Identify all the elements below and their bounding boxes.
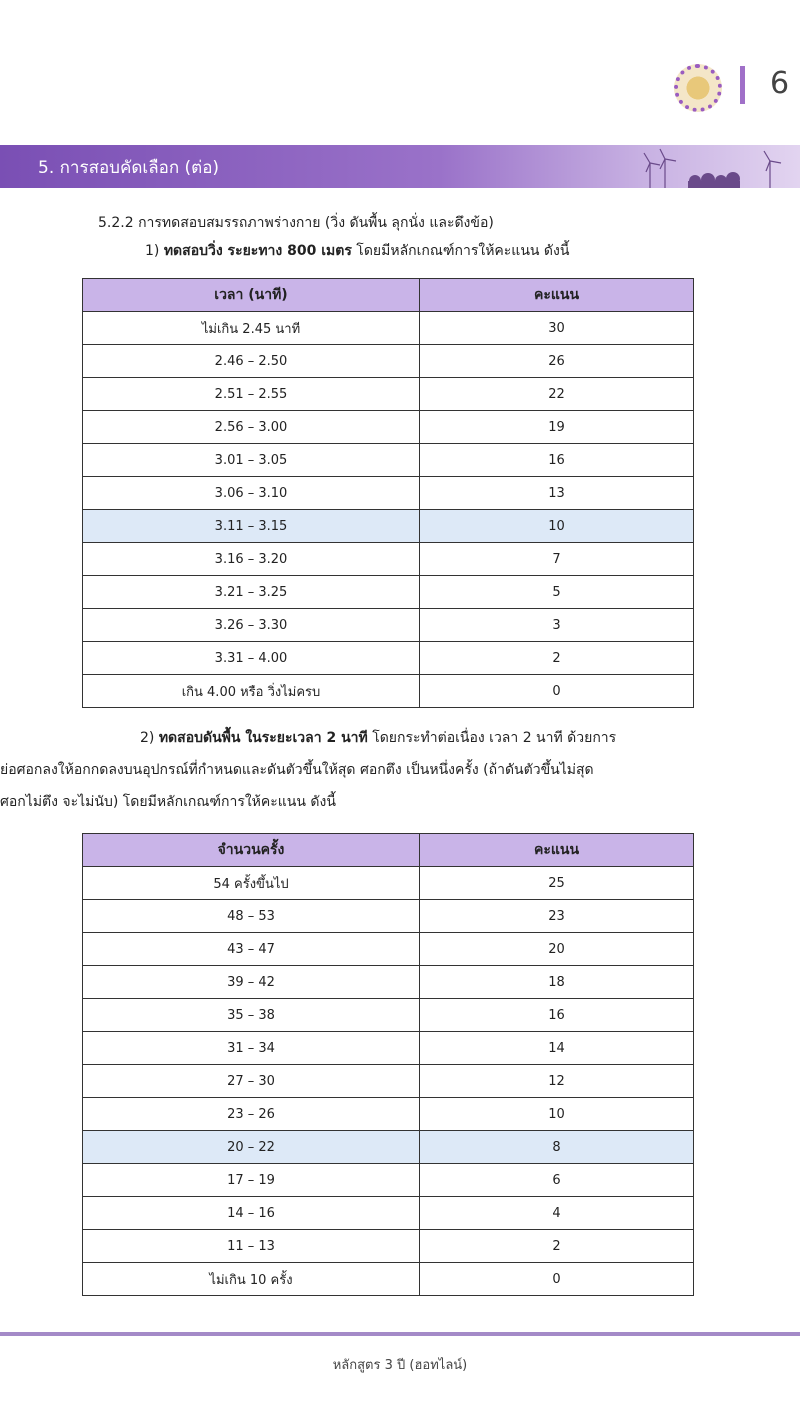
score-cell: 19	[420, 411, 694, 444]
score-cell: 16	[420, 444, 694, 477]
score-cell: 14	[420, 1032, 694, 1065]
item-number: 1)	[145, 243, 160, 259]
table-row	[83, 1032, 694, 1065]
section-band	[0, 145, 800, 188]
score-cell: 16	[420, 999, 694, 1032]
item-text: โดยกระทำต่อเนื่อง เวลา 2 นาที ด้วยการ	[372, 730, 617, 746]
table-row	[83, 1230, 694, 1263]
score-cell: 18	[420, 966, 694, 999]
item-number: 2)	[140, 730, 155, 746]
item-text: โดยมีหลักเกณฑ์การให้คะแนน ดังนี้	[356, 243, 570, 259]
table-row	[83, 378, 694, 411]
table-row	[83, 642, 694, 675]
section-title: 5. การสอบคัดเลือก (ต่อ)	[38, 158, 220, 178]
range-cell: เกิน 4.00 หรือ วิ่งไม่ครบ	[83, 675, 420, 708]
item-2-paragraph	[0, 722, 800, 818]
range-cell: 14 – 16	[83, 1197, 420, 1230]
score-cell: 6	[420, 1164, 694, 1197]
university-seal-logo	[674, 64, 722, 112]
table-row	[83, 675, 694, 708]
table-row	[83, 576, 694, 609]
item-text-line: ศอกไม่ตึง จะไม่นับ) โดยมีหลักเกณฑ์การให้คะแนน ดังนี้	[0, 794, 336, 810]
range-cell: 3.16 – 3.20	[83, 543, 420, 576]
table-row	[83, 345, 694, 378]
range-cell: 11 – 13	[83, 1230, 420, 1263]
page-number: 6	[770, 66, 790, 101]
col-header-time: เวลา (นาที)	[83, 279, 420, 312]
range-cell: 3.01 – 3.05	[83, 444, 420, 477]
range-cell: 2.56 – 3.00	[83, 411, 420, 444]
score-cell: 13	[420, 477, 694, 510]
pushup-score-table	[82, 833, 694, 1296]
range-cell: 2.51 – 2.55	[83, 378, 420, 411]
windmill-decoration-icon	[600, 145, 800, 188]
item-text-line: ย่อศอกลงให้อกกดลงบนอุปกรณ์ที่กำหนดและดันตัวขึ้นให้สุด ศอกตึง เป็นหนึ่งครั้ง (ถ้าดันตัวขึ้นไม่สุด	[0, 762, 594, 778]
table-row	[83, 1164, 694, 1197]
table-row	[83, 609, 694, 642]
range-cell: 43 – 47	[83, 933, 420, 966]
score-cell: 7	[420, 543, 694, 576]
footer-text: หลักสูตร 3 ปี (ฮอทไลน์)	[332, 1358, 468, 1373]
score-cell: 2	[420, 1230, 694, 1263]
col-header-score: คะแนน	[420, 834, 694, 867]
item-1-heading	[145, 240, 569, 262]
table-header-row	[83, 834, 694, 867]
range-cell: ไม่เกิน 10 ครั้ง	[83, 1263, 420, 1296]
range-cell: 20 – 22	[83, 1131, 420, 1164]
score-cell: 0	[420, 675, 694, 708]
table-row	[83, 900, 694, 933]
run-800m-score-table	[82, 278, 694, 708]
score-cell: 0	[420, 1263, 694, 1296]
range-cell: 54 ครั้งขึ้นไป	[83, 867, 420, 900]
table-row	[83, 444, 694, 477]
range-cell: ไม่เกิน 2.45 นาที	[83, 312, 420, 345]
score-cell: 20	[420, 933, 694, 966]
footer-divider	[0, 1332, 800, 1336]
table-row	[83, 966, 694, 999]
table-row	[83, 1263, 694, 1296]
score-cell: 25	[420, 867, 694, 900]
score-cell: 10	[420, 510, 694, 543]
score-cell: 3	[420, 609, 694, 642]
col-header-count: จำนวนครั้ง	[83, 834, 420, 867]
item-bold-text: ทดสอบดันพื้น ในระยะเวลา 2 นาที	[158, 730, 368, 746]
col-header-score: คะแนน	[420, 279, 694, 312]
score-cell: 26	[420, 345, 694, 378]
range-cell: 27 – 30	[83, 1065, 420, 1098]
score-cell: 30	[420, 312, 694, 345]
range-cell: 35 – 38	[83, 999, 420, 1032]
table-row	[83, 1131, 694, 1164]
score-cell: 23	[420, 900, 694, 933]
range-cell: 3.21 – 3.25	[83, 576, 420, 609]
score-cell: 8	[420, 1131, 694, 1164]
table-row	[83, 543, 694, 576]
score-cell: 4	[420, 1197, 694, 1230]
range-cell: 31 – 34	[83, 1032, 420, 1065]
table-row	[83, 1098, 694, 1131]
range-cell: 3.31 – 4.00	[83, 642, 420, 675]
score-cell: 12	[420, 1065, 694, 1098]
header-divider	[740, 66, 745, 104]
range-cell: 48 – 53	[83, 900, 420, 933]
table-row	[83, 867, 694, 900]
table-row	[83, 312, 694, 345]
table-row	[83, 411, 694, 444]
range-cell: 3.11 – 3.15	[83, 510, 420, 543]
range-cell: 3.26 – 3.30	[83, 609, 420, 642]
subsection-heading: 5.2.2 การทดสอบสมรรถภาพร่างกาย (วิ่ง ดันพื้น ลุกนั่ง และดึงข้อ)	[98, 215, 494, 231]
score-cell: 22	[420, 378, 694, 411]
table-row	[83, 477, 694, 510]
table-row	[83, 510, 694, 543]
range-cell: 17 – 19	[83, 1164, 420, 1197]
score-cell: 5	[420, 576, 694, 609]
score-cell: 10	[420, 1098, 694, 1131]
range-cell: 23 – 26	[83, 1098, 420, 1131]
item-bold-text: ทดสอบวิ่ง ระยะทาง 800 เมตร	[163, 243, 352, 259]
range-cell: 39 – 42	[83, 966, 420, 999]
table-row	[83, 1197, 694, 1230]
table-row	[83, 1065, 694, 1098]
table-row	[83, 933, 694, 966]
table-header-row	[83, 279, 694, 312]
table-row	[83, 999, 694, 1032]
range-cell: 2.46 – 2.50	[83, 345, 420, 378]
score-cell: 2	[420, 642, 694, 675]
range-cell: 3.06 – 3.10	[83, 477, 420, 510]
